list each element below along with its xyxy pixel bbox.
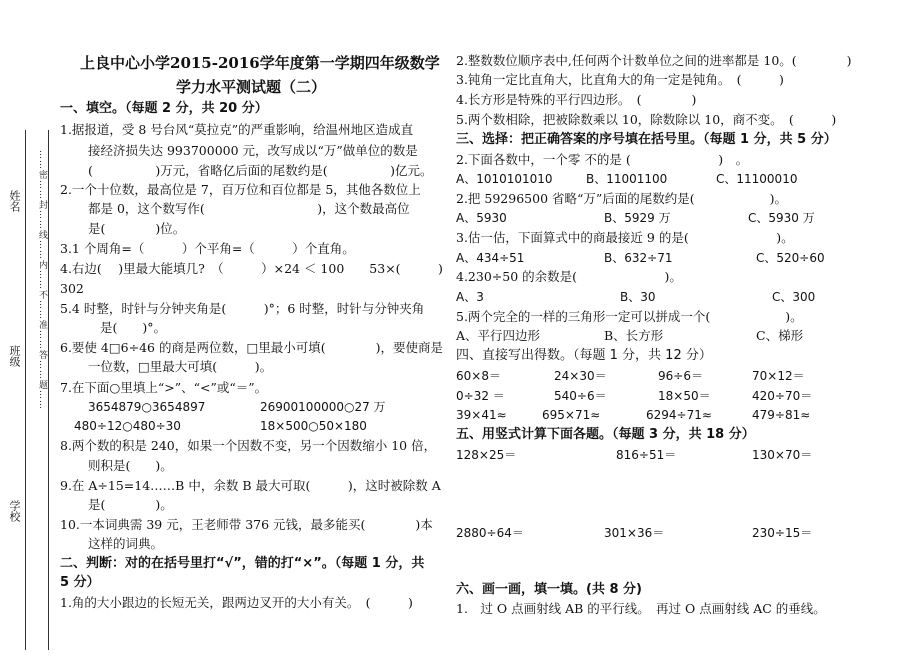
judge-3: 3.钝角一定比直角大，比直角大的角一定是钝角。 ( ) bbox=[456, 72, 784, 87]
class-label: 班级 bbox=[8, 345, 21, 367]
choice-4-option-a: A、3 bbox=[456, 290, 484, 304]
section-1-heading: 一、填空。（每题 2 分，共 20 分） bbox=[60, 101, 268, 116]
q2-line-c: 是( )位。 bbox=[88, 221, 186, 236]
q7-line: 7.在下面○里填上“>”、“<”或“＝”。 bbox=[60, 380, 268, 395]
title-line-1: 上良中心小学2015-2016学年度第一学期四年级数学 bbox=[80, 54, 440, 72]
choice-3: 3.估一估，下面算式中的商最接近 9 的是( )。 bbox=[456, 230, 794, 245]
choice-4-option-b: B、30 bbox=[620, 290, 656, 304]
section-4-heading: 四、直接写出得数。（每题 1 分，共 12 分） bbox=[456, 348, 712, 363]
section-6-heading: 六、画一画，填一填。(共 8 分) bbox=[456, 582, 642, 597]
vertical-calc-r2-c1: 2880÷64＝ bbox=[456, 526, 524, 540]
vertical-calc-r1-c3: 130×70＝ bbox=[752, 448, 813, 462]
direct-calc-r2-c3: 18×50＝ bbox=[658, 389, 711, 403]
geometry-1: 1. 过 O 点画射线 AB 的平行线。 再过 O 点画射线 AC 的垂线。 bbox=[456, 601, 826, 616]
section-2-heading-b: 5 分） bbox=[60, 575, 100, 590]
choice-3-option-a: A、434÷51 bbox=[456, 251, 525, 265]
choice-3-option-c: C、520÷60 bbox=[756, 251, 825, 265]
choice-4: 4.230÷50 的余数是( )。 bbox=[456, 269, 682, 284]
direct-calc-r1-c4: 70×12＝ bbox=[752, 369, 805, 383]
name-label: 姓名 bbox=[8, 190, 21, 212]
choice-4-option-c: C、300 bbox=[772, 290, 816, 304]
q9-line-b: 是( )。 bbox=[88, 497, 173, 512]
choice-2b: 2.把 59296500 省略“万”后面的尾数约是( )。 bbox=[456, 191, 788, 206]
vertical-calc-r2-c3: 230÷15＝ bbox=[752, 526, 813, 540]
q7-item-b: 26900100000○27 万 bbox=[260, 400, 386, 414]
q6-line-a: 6.要使 4□6÷46 的商是两位数，□里最小可填( )，要使商是 bbox=[60, 340, 444, 355]
q8-line-a: 8.两个数的积是 240，如果一个因数不变，另一个因数缩小 10 倍， bbox=[60, 438, 437, 453]
q3-line: 3.1 个周角=（ ）个平角=（ ）个直角。 bbox=[60, 241, 355, 256]
direct-calc-r3-c1: 39×41≈ bbox=[456, 408, 507, 422]
judge-1: 1.角的大小跟边的长短无关，跟两边叉开的大小有关。 ( ) bbox=[60, 595, 413, 610]
judge-4: 4.长方形是特殊的平行四边形。 ( ) bbox=[456, 92, 697, 107]
q4-line-a: 4.右边( )里最大能填几? （ ）×24 ＜ 100 53×( ) bbox=[60, 261, 443, 276]
choice-2: 2.下面各数中，一个零 不的是 ( ) 。 bbox=[456, 152, 749, 167]
section-5-heading: 五、用竖式计算下面各题。（每题 3 分，共 18 分） bbox=[456, 427, 755, 442]
q5-line-b: 是( )°。 bbox=[100, 320, 167, 335]
vertical-calc-r1-c2: 816÷51＝ bbox=[616, 448, 677, 462]
choice-5-option-c: C、梯形 bbox=[756, 328, 804, 343]
choice-2-option-c: C、11100010 bbox=[716, 172, 798, 186]
q6-line-b: 一位数，□里最大可填( )。 bbox=[88, 359, 273, 374]
q10-line-a: 10.一本词典需 39 元，王老师带 376 元钱，最多能买( )本 bbox=[60, 517, 433, 532]
direct-calc-r2-c1: 0÷32 ＝ bbox=[456, 389, 505, 403]
choice-2-option-b: B、11001100 bbox=[586, 172, 668, 186]
choice-2b-option-c: C、5930 万 bbox=[748, 211, 815, 225]
q8-line-b: 则积是( )。 bbox=[88, 458, 173, 473]
direct-calc-r3-c3: 6294÷71≈ bbox=[646, 408, 712, 422]
q4-line-b: 302 bbox=[60, 281, 84, 296]
q7-item-c: 480÷12○480÷30 bbox=[74, 419, 181, 433]
choice-3-option-b: B、632÷71 bbox=[604, 251, 673, 265]
judge-5: 5.两个数相除，把被除数乘以 10，除数除以 10，商不变。 ( ) bbox=[456, 112, 837, 127]
q9-line-a: 9.在 A÷15=14……B 中，余数 B 最大可取( )，这时被除数 A bbox=[60, 478, 441, 493]
judge-2: 2.整数数位顺序表中,任何两个计数单位之间的进率都是 10。( ) bbox=[456, 53, 852, 68]
q1-line-b: 接经济损失达 993700000 元，改写成以“万”做单位的数是 bbox=[88, 143, 418, 158]
school-label: 学校 bbox=[8, 500, 21, 522]
choice-2b-option-a: A、5930 bbox=[456, 211, 507, 225]
q7-item-d: 18×500○50×180 bbox=[260, 419, 367, 433]
direct-calc-r1-c2: 24×30＝ bbox=[554, 369, 607, 383]
choice-5-option-b: B、长方形 bbox=[604, 328, 664, 343]
vertical-calc-r1-c1: 128×25＝ bbox=[456, 448, 517, 462]
direct-calc-r3-c4: 479÷81≈ bbox=[752, 408, 811, 422]
choice-2-option-a: A、1010101010 bbox=[456, 172, 553, 186]
direct-calc-r1-c3: 96÷6＝ bbox=[658, 369, 703, 383]
q2-line-a: 2.一个十位数，最高位是 7，百万位和百位都是 5，其他各数位上 bbox=[60, 182, 421, 197]
seal-line-text: ……密……封……线……内……不……准……答……题…… bbox=[37, 150, 47, 410]
choice-5: 5.两个完全的一样的三角形一定可以拼成一个( )。 bbox=[456, 309, 803, 324]
binding-margin bbox=[0, 0, 60, 672]
q1-line-c: ( )万元，省略亿后面的尾数约是( )亿元。 bbox=[88, 163, 433, 178]
choice-2b-option-b: B、5929 万 bbox=[604, 211, 671, 225]
direct-calc-r2-c2: 540÷6＝ bbox=[554, 389, 607, 403]
q5-line-a: 5.4 时整，时针与分钟夹角是( )°；6 时整，时针与分钟夹角 bbox=[60, 301, 425, 316]
q10-line-b: 这样的词典。 bbox=[88, 536, 164, 551]
section-2-heading-a: 二、判断：对的在括号里打“√”，错的打“×”。（每题 1 分，共 bbox=[60, 556, 425, 571]
direct-calc-r2-c4: 420÷70＝ bbox=[752, 389, 813, 403]
q1-line-a: 1.据报道，受 8 号台风“莫拉克”的严重影响，给温州地区造成直 bbox=[60, 122, 414, 137]
direct-calc-r3-c2: 695×71≈ bbox=[542, 408, 601, 422]
direct-calc-r1-c1: 60×8＝ bbox=[456, 369, 501, 383]
title-line-2: 学力水平测试题（二） bbox=[176, 78, 327, 96]
section-3-heading: 三、选择：把正确答案的序号填在括号里。（每题 1 分，共 5 分） bbox=[456, 132, 837, 147]
binding-line-outer bbox=[25, 130, 26, 650]
choice-5-option-a: A、平行四边形 bbox=[456, 328, 541, 343]
q7-item-a: 3654879○3654897 bbox=[88, 400, 206, 414]
vertical-calc-r2-c2: 301×36＝ bbox=[604, 526, 665, 540]
q2-line-b: 都是 0，这个数写作( )，这个数最高位 bbox=[88, 201, 410, 216]
